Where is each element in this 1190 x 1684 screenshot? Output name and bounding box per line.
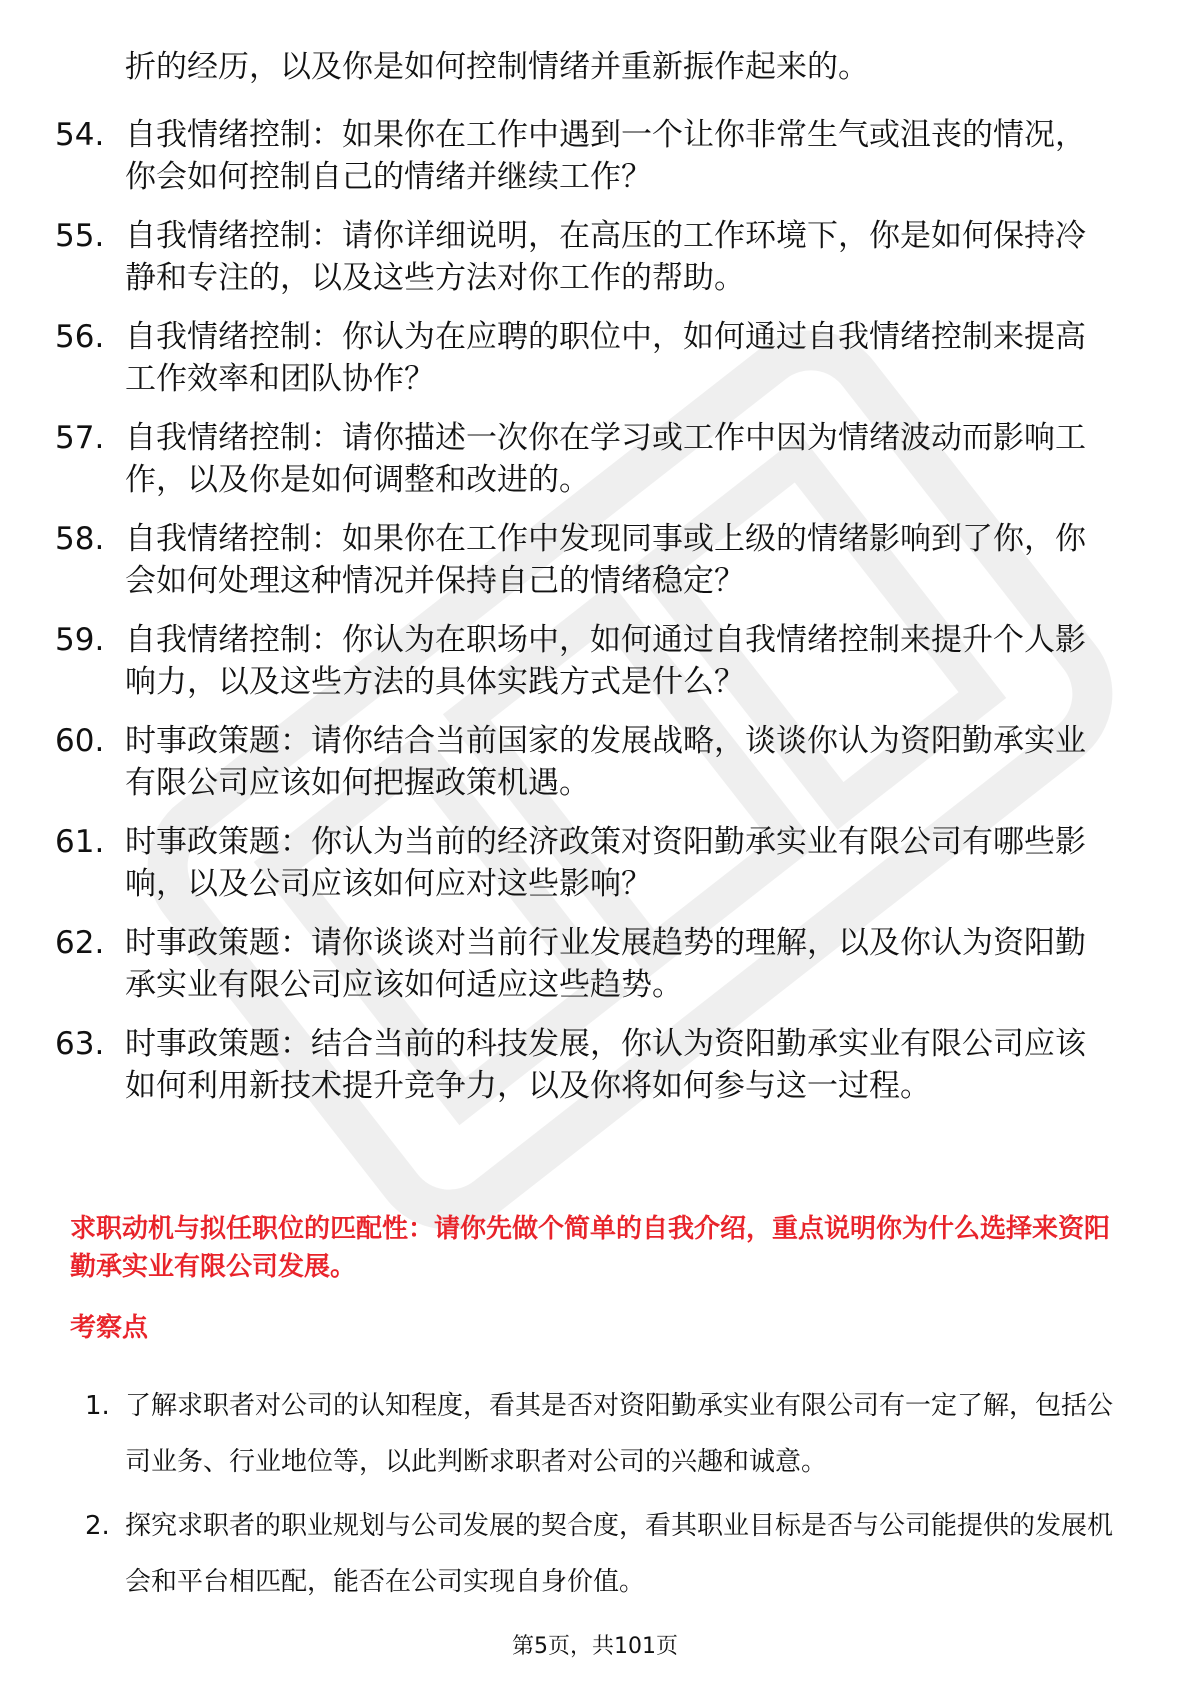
question-item: [55, 316, 1135, 400]
question-text: 自我情绪控制：如果你在工作中发现同事或上级的情绪影响到了你，你会如何处理这种情况并保持自己的情绪稳定？: [125, 521, 1086, 599]
page-footer: 第5页，共101页: [512, 1634, 678, 1659]
point-number: 1.: [85, 1391, 110, 1421]
point-text: 探究求职者的职业规划与公司发展的契合度，看其职业目标是否与公司能提供的发展机会和平台相匹配，能否在公司实现自身价值。: [125, 1511, 1114, 1597]
question-item: [55, 922, 1135, 1006]
assessment-points: [85, 1378, 1125, 1618]
question-text: 时事政策题：请你结合当前国家的发展战略，谈谈你认为资阳勤承实业有限公司应该如何把握政策机遇。: [125, 723, 1086, 801]
question-text: 时事政策题：请你谈谈对当前行业发展趋势的理解，以及你认为资阳勤承实业有限公司应该如何适应这些趋势。: [125, 925, 1086, 1003]
question-item: [55, 1023, 1135, 1107]
question-number: 59.: [55, 622, 105, 658]
question-text: 时事政策题：你认为当前的经济政策对资阳勤承实业有限公司有哪些影响，以及公司应该如何应对这些影响？: [125, 824, 1086, 902]
point-text: 了解求职者对公司的认知程度，看其是否对资阳勤承实业有限公司有一定了解，包括公司业务、行业地位等，以此判断求职者对公司的兴趣和诚意。: [125, 1391, 1114, 1477]
question-number: 57.: [55, 420, 105, 456]
question-number: 55.: [55, 218, 105, 254]
assessment-point: [85, 1378, 1125, 1490]
question-number: 58.: [55, 521, 105, 557]
question-text: 自我情绪控制：请你详细说明，在高压的工作环境下，你是如何保持冷静和专注的，以及这些方法对你工作的帮助。: [125, 218, 1086, 296]
point-number: 2.: [85, 1511, 110, 1541]
question-item: [55, 720, 1135, 804]
question-number: 54.: [55, 117, 105, 153]
assessment-label: 考察点: [70, 1313, 149, 1343]
question-text: 自我情绪控制：你认为在应聘的职位中，如何通过自我情绪控制来提高工作效率和团队协作？: [125, 319, 1086, 397]
question-item: [55, 821, 1135, 905]
question-text: 自我情绪控制：请你描述一次你在学习或工作中因为情绪波动而影响工作，以及你是如何调整和改进的。: [125, 420, 1086, 498]
question-item: [55, 114, 1135, 198]
question-continuation: 折的经历，以及你是如何控制情绪并重新振作起来的。: [125, 49, 869, 85]
question-number: 62.: [55, 925, 105, 961]
assessment-point: [85, 1498, 1125, 1610]
highlight-question: 求职动机与拟任职位的匹配性：请你先做个简单的自我介绍，重点说明你为什么选择来资阳勤承实业有限公司发展。: [70, 1214, 1111, 1282]
question-number: 60.: [55, 723, 105, 759]
question-text: 时事政策题：结合当前的科技发展，你认为资阳勤承实业有限公司应该如何利用新技术提升竞争力，以及你将如何参与这一过程。: [125, 1026, 1086, 1104]
question-item: [55, 619, 1135, 703]
question-number: 61.: [55, 824, 105, 860]
question-number: 56.: [55, 319, 105, 355]
question-text: 自我情绪控制：你认为在职场中，如何通过自我情绪控制来提升个人影响力，以及这些方法的具体实践方式是什么？: [125, 622, 1086, 700]
question-number: 63.: [55, 1026, 105, 1062]
question-item: [55, 215, 1135, 299]
question-list: [55, 114, 1135, 1124]
question-item: [55, 518, 1135, 602]
question-item: [55, 417, 1135, 501]
question-text: 自我情绪控制：如果你在工作中遇到一个让你非常生气或沮丧的情况，你会如何控制自己的情绪并继续工作？: [125, 117, 1086, 195]
